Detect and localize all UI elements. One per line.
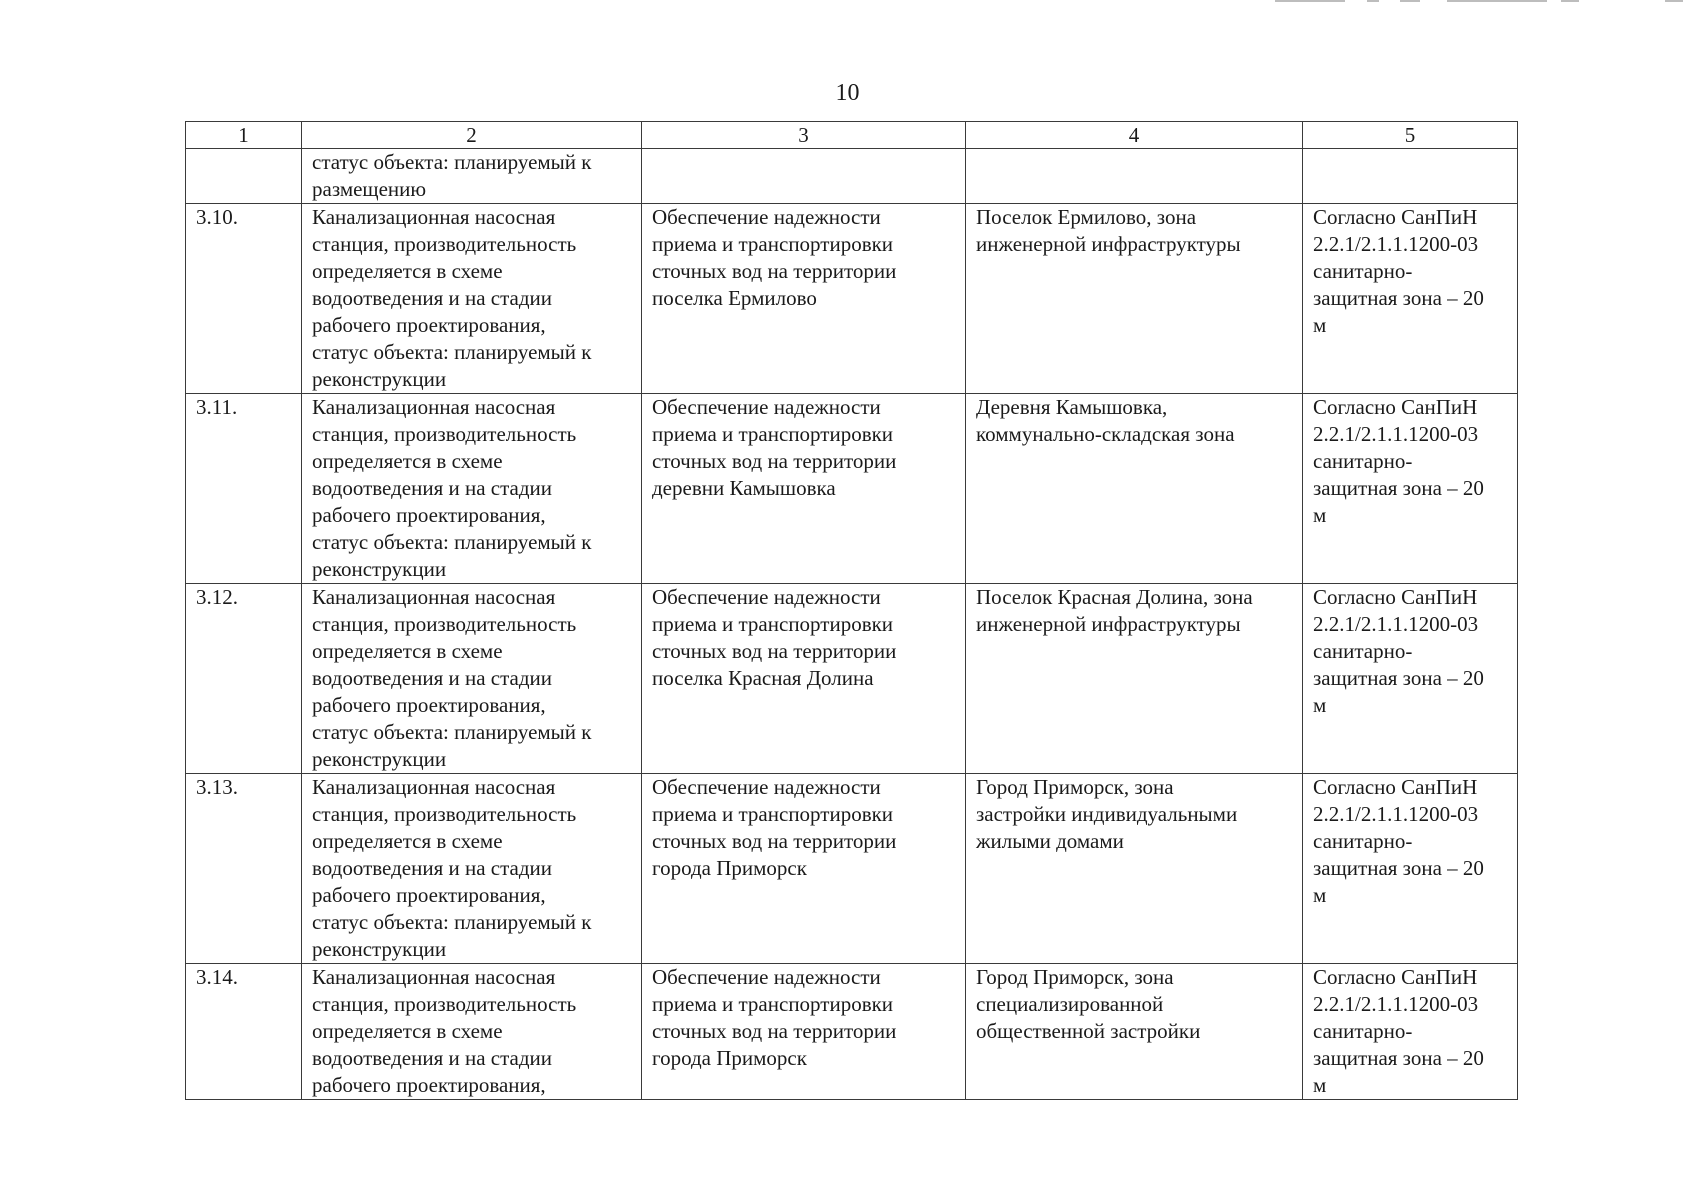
table-row	[186, 394, 1518, 584]
row-number	[186, 149, 302, 204]
row-number: 3.10.	[186, 204, 302, 394]
row-number: 3.13.	[186, 774, 302, 964]
object-name: Канализационная насосная станция, производительность определяется в схеме водоотведения и на стадии рабочего проектирования, статус объекта: планируемый к реконструкции	[302, 774, 642, 964]
table-row	[186, 204, 1518, 394]
object-location: Поселок Ермилово, зона инженерной инфраструктуры	[966, 204, 1303, 394]
table-row	[186, 584, 1518, 774]
column-header: 3	[642, 122, 966, 149]
object-name: Канализационная насосная станция, производительность определяется в схеме водоотведения и на стадии рабочего проектирования, статус объекта: планируемый к реконструкции	[302, 584, 642, 774]
object-name: Канализационная насосная станция, производительность определяется в схеме водоотведения и на стадии рабочего проектирования, статус объекта: планируемый к реконструкции	[302, 394, 642, 584]
page-number: 10	[835, 80, 860, 106]
table-header-row	[186, 122, 1518, 149]
column-header: 1	[186, 122, 302, 149]
row-number: 3.12.	[186, 584, 302, 774]
protection-zone: Согласно СанПиН 2.2.1/2.1.1.1200-03 санитарно- защитная зона – 20 м	[1303, 964, 1518, 1100]
row-number: 3.11.	[186, 394, 302, 584]
table-row	[186, 964, 1518, 1100]
object-purpose: Обеспечение надежности приема и транспортировки сточных вод на территории поселка Ермилово	[642, 204, 966, 394]
object-name: Канализационная насосная станция, производительность определяется в схеме водоотведения и на стадии рабочего проектирования,	[302, 964, 642, 1100]
object-purpose: Обеспечение надежности приема и транспортировки сточных вод на территории города Приморск	[642, 774, 966, 964]
objects-table	[185, 121, 1518, 1100]
object-location: Поселок Красная Долина, зона инженерной инфраструктуры	[966, 584, 1303, 774]
object-location: Деревня Камышовка, коммунально-складская зона	[966, 394, 1303, 584]
row-number: 3.14.	[186, 964, 302, 1100]
table-row	[186, 149, 1518, 204]
protection-zone: Согласно СанПиН 2.2.1/2.1.1.1200-03 санитарно- защитная зона – 20 м	[1303, 204, 1518, 394]
object-location: Город Приморск, зона застройки индивидуальными жилыми домами	[966, 774, 1303, 964]
column-header: 2	[302, 122, 642, 149]
protection-zone: Согласно СанПиН 2.2.1/2.1.1.1200-03 санитарно- защитная зона – 20 м	[1303, 584, 1518, 774]
object-location	[966, 149, 1303, 204]
scan-artifact-marks	[1275, 0, 1695, 6]
object-purpose: Обеспечение надежности приема и транспортировки сточных вод на территории деревни Камышовка	[642, 394, 966, 584]
table-row	[186, 774, 1518, 964]
object-purpose: Обеспечение надежности приема и транспортировки сточных вод на территории города Приморск	[642, 964, 966, 1100]
protection-zone	[1303, 149, 1518, 204]
protection-zone: Согласно СанПиН 2.2.1/2.1.1.1200-03 санитарно- защитная зона – 20 м	[1303, 774, 1518, 964]
object-purpose: Обеспечение надежности приема и транспортировки сточных вод на территории поселка Красная Долина	[642, 584, 966, 774]
object-location: Город Приморск, зона специализированной общественной застройки	[966, 964, 1303, 1100]
object-purpose	[642, 149, 966, 204]
column-header: 4	[966, 122, 1303, 149]
object-name: статус объекта: планируемый к размещению	[302, 149, 642, 204]
column-header: 5	[1303, 122, 1518, 149]
protection-zone: Согласно СанПиН 2.2.1/2.1.1.1200-03 санитарно- защитная зона – 20 м	[1303, 394, 1518, 584]
object-name: Канализационная насосная станция, производительность определяется в схеме водоотведения и на стадии рабочего проектирования, статус объекта: планируемый к реконструкции	[302, 204, 642, 394]
